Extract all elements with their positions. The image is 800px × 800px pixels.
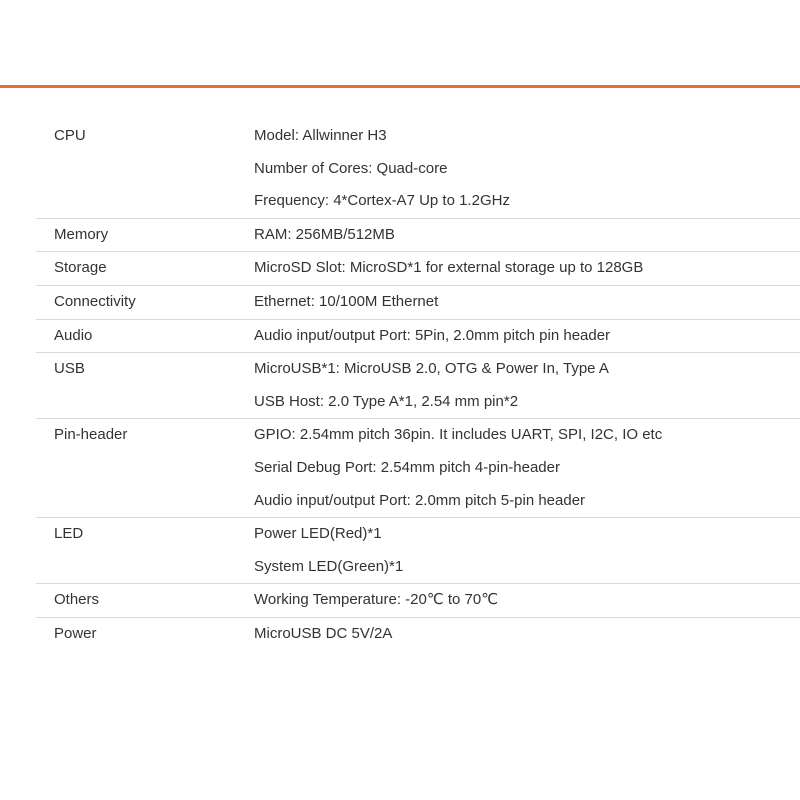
spec-label: Audio: [54, 326, 93, 344]
spec-row-memory: [36, 219, 800, 253]
spec-label: Power: [54, 624, 97, 642]
spec-row-audio: [36, 320, 800, 354]
spec-value: Audio input/output Port: 5Pin, 2.0mm pitch pin header: [254, 326, 611, 344]
spec-value: Power LED(Red)*1: [254, 525, 382, 543]
spec-value: MicroUSB DC 5V/2A: [254, 624, 393, 642]
spec-value: System LED(Green)*1: [254, 557, 404, 575]
header-accent-line: [0, 85, 800, 88]
spec-row-cpu: [36, 120, 800, 219]
spec-label: LED: [54, 525, 84, 543]
spec-label: USB: [54, 360, 85, 378]
spec-row-connectivity: [36, 286, 800, 320]
spec-value: Model: Allwinner H3: [254, 127, 387, 144]
spec-values: [254, 219, 800, 252]
spec-label: Memory: [54, 225, 109, 243]
spec-value: MicroSD Slot: MicroSD*1 for external storage up to 128GB: [254, 259, 644, 277]
spec-value: Ethernet: 10/100M Ethernet: [254, 292, 439, 310]
spec-value: Audio input/output Port: 2.0mm pitch 5-pin header: [254, 491, 586, 509]
spec-values: [254, 320, 800, 353]
spec-values: [254, 618, 800, 651]
spec-values: [254, 286, 800, 319]
spec-row-power: [36, 618, 800, 651]
spec-table: [36, 120, 800, 651]
spec-value: Frequency: 4*Cortex-A7 Up to 1.2GHz: [254, 192, 510, 210]
spec-label: CPU: [54, 127, 86, 144]
spec-value: RAM: 256MB/512MB: [254, 225, 395, 243]
spec-value: Working Temperature: -20℃ to 70℃: [254, 591, 499, 609]
spec-values: [254, 353, 800, 418]
spec-row-led: [36, 518, 800, 584]
spec-row-pin-header: [36, 419, 800, 518]
spec-label: Connectivity: [54, 292, 136, 310]
spec-value: USB Host: 2.0 Type A*1, 2.54 mm pin*2: [254, 392, 519, 410]
spec-label: Others: [54, 591, 100, 609]
spec-value: MicroUSB*1: MicroUSB 2.0, OTG & Power In, Type A: [254, 360, 609, 378]
spec-value: Number of Cores: Quad-core: [254, 159, 448, 177]
spec-values: [254, 120, 800, 218]
spec-values: [254, 252, 800, 285]
spec-value: GPIO: 2.54mm pitch 36pin. It includes UART, SPI, I2C, IO etc: [254, 426, 663, 444]
spec-values: [254, 419, 800, 517]
spec-values: [254, 584, 800, 617]
spec-row-storage: [36, 252, 800, 286]
spec-value: Serial Debug Port: 2.54mm pitch 4-pin-header: [254, 458, 560, 476]
spec-label: Storage: [54, 259, 107, 277]
spec-label: Pin-header: [54, 426, 128, 444]
spec-values: [254, 518, 800, 583]
spec-row-usb: [36, 353, 800, 419]
spec-row-others: [36, 584, 800, 618]
